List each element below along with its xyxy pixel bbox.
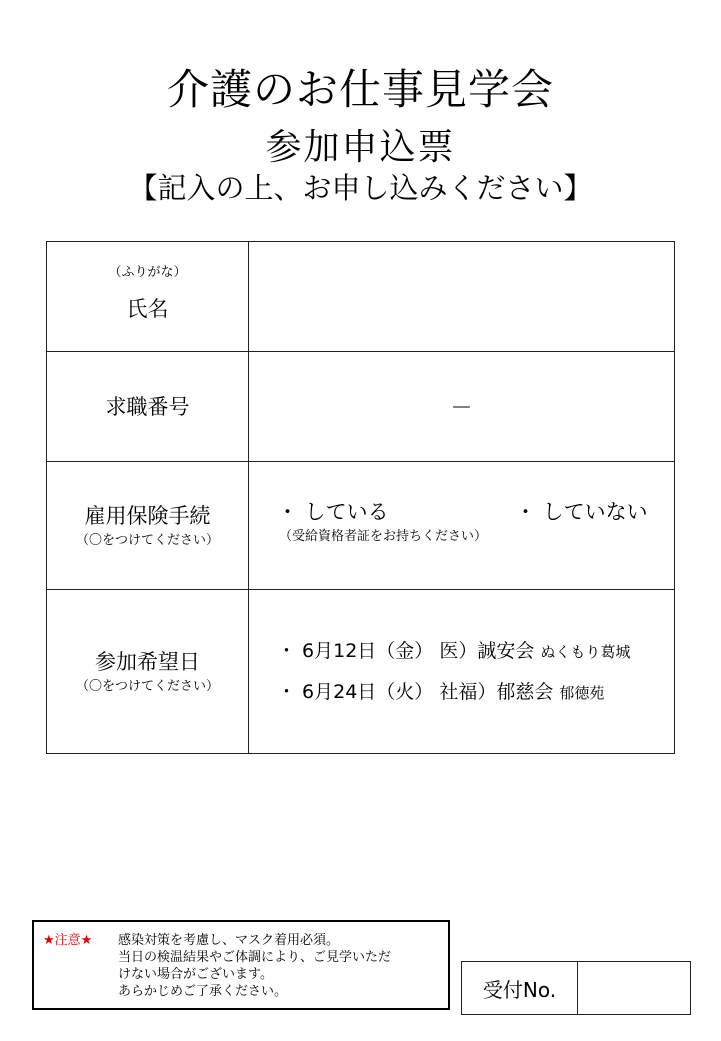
insurance-row	[47, 462, 675, 590]
name-label-cell	[47, 242, 249, 352]
furigana-label: （ふりがな）	[108, 264, 187, 280]
name-input-cell[interactable]	[249, 242, 675, 352]
caution-line: けない場合がございます。	[118, 967, 273, 982]
job-number-row	[47, 352, 675, 462]
date-option-2[interactable]	[249, 679, 674, 706]
page-title: 介護のお仕事見学会	[166, 65, 554, 114]
date-row	[47, 590, 675, 754]
caution-line: 感染対策を考慮し、マスク着用必須。	[118, 933, 340, 948]
job-number-input-cell[interactable]	[249, 352, 675, 462]
receipt-number-field[interactable]	[578, 962, 691, 1015]
name-label: 氏名	[126, 296, 169, 321]
insurance-label-cell	[47, 462, 249, 590]
insurance-label: 雇用保険手続	[84, 504, 211, 528]
date-label-cell	[47, 590, 249, 754]
insurance-input-cell	[249, 462, 675, 590]
receipt-number-box	[461, 961, 691, 1015]
insurance-note: （〇をつけてください）	[75, 533, 219, 548]
caution-label: ★注意★	[43, 933, 93, 948]
page-subtitle: 参加申込票	[265, 127, 456, 168]
job-number-label-cell	[47, 352, 249, 462]
date-option-1-facility: ぬくもり葛城	[540, 642, 631, 661]
date-option-2-facility: 郁徳苑	[559, 683, 605, 702]
date-option-2-main: ・ 6月24日（火） 社福）郁慈会	[277, 680, 554, 703]
caution-box	[32, 920, 450, 1010]
job-number-label: 求職番号	[105, 394, 190, 419]
job-number-dash: －	[450, 396, 473, 421]
name-row	[47, 242, 675, 352]
application-form	[46, 241, 675, 754]
receipt-number-label: 受付No.	[462, 962, 578, 1015]
date-input-cell	[249, 590, 675, 754]
caution-line: あらかじめご了承ください。	[118, 984, 288, 999]
page-instruction: 【記入の上、お申し込みください】	[128, 171, 593, 205]
insurance-option-yes[interactable]: ・ している	[277, 500, 389, 524]
caution-line: 当日の検温結果やご体調により、ご見学いただ	[118, 950, 392, 965]
date-label: 参加希望日	[95, 650, 200, 674]
insurance-option-no[interactable]: ・ していない	[515, 500, 648, 524]
insurance-sub-note: （受給資格者証をお持ちください）	[279, 529, 488, 544]
caution-text	[118, 932, 444, 1000]
date-option-1[interactable]	[249, 638, 674, 665]
date-note: （〇をつけてください）	[75, 679, 219, 694]
date-option-1-main: ・ 6月12日（金） 医）誠安会	[277, 639, 535, 662]
